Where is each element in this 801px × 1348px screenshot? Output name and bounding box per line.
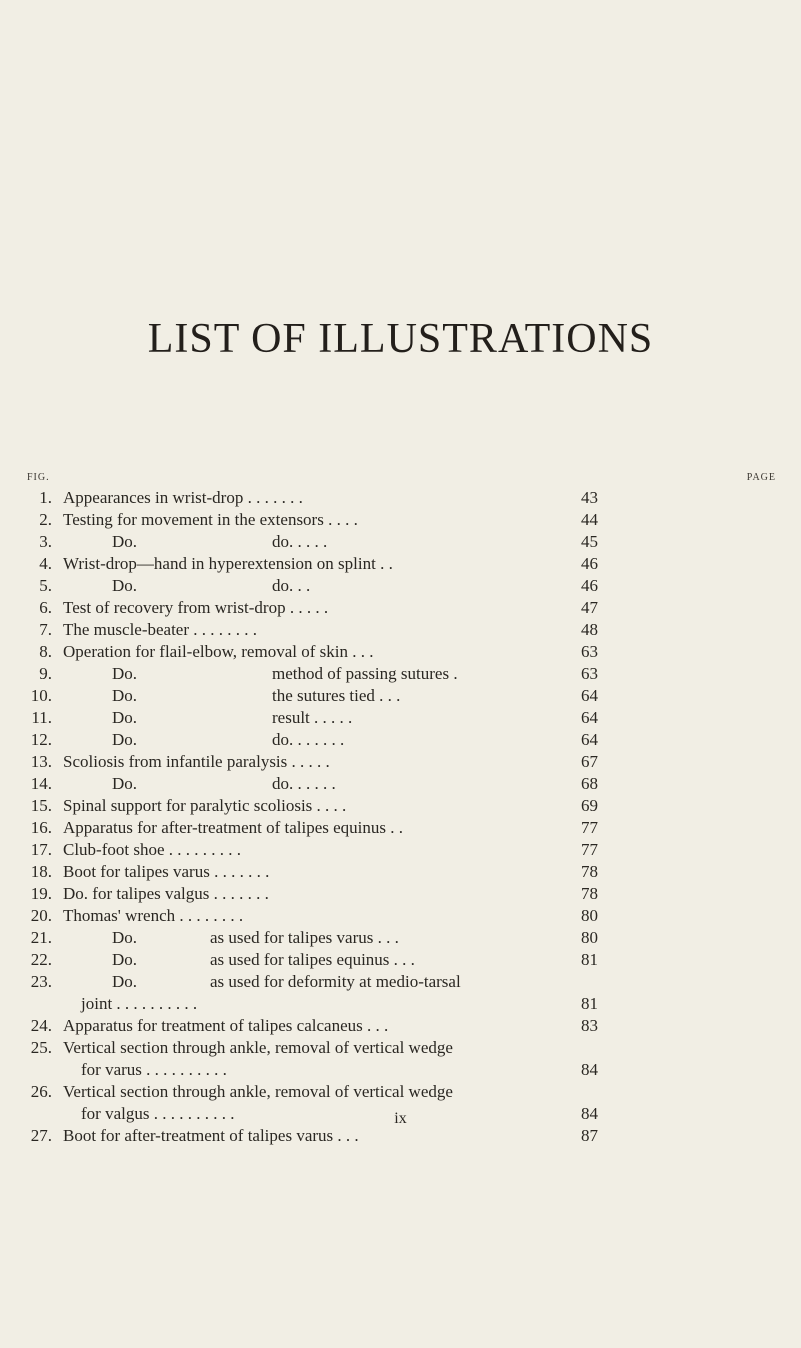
page-number: 78	[581, 862, 598, 881]
fig-number: 12.	[30, 730, 52, 749]
entry-text: Spinal support for paralytic scoliosis . . . .	[63, 796, 347, 815]
entry-text: Do.	[112, 928, 138, 947]
fig-number: 17.	[30, 840, 52, 859]
list-item	[0, 1037, 801, 1059]
fig-number: 8.	[39, 642, 52, 661]
list-item	[0, 1081, 801, 1103]
page-number: 63	[581, 664, 598, 683]
page-number: 87	[581, 1126, 598, 1145]
entry-text: Boot for talipes varus . . . . . . .	[63, 862, 270, 881]
page-number: 78	[581, 884, 598, 903]
list-item	[0, 487, 801, 509]
page-number: 77	[581, 840, 598, 859]
fig-number: 15.	[30, 796, 52, 815]
entry-text: Vertical section through ankle, removal of vertical wedge	[63, 1038, 453, 1057]
page-number: 83	[581, 1016, 598, 1035]
entry-text: Test of recovery from wrist-drop . . . . .	[63, 598, 329, 617]
entry-text: Club-foot shoe . . . . . . . . .	[63, 840, 242, 859]
page-number: 46	[581, 576, 598, 595]
entry-subtext: do. . .	[272, 576, 311, 595]
list-item	[0, 1059, 801, 1081]
page-number: 44	[581, 510, 598, 529]
entry-subtext: as used for talipes equinus . . .	[210, 950, 415, 969]
fig-number: 22.	[30, 950, 52, 969]
page-number: 84	[581, 1060, 598, 1079]
fig-number: 7.	[39, 620, 52, 639]
entry-text: Apparatus for treatment of talipes calcaneus . . .	[63, 1016, 389, 1035]
fig-number: 11.	[31, 708, 52, 727]
page-number: 67	[581, 752, 598, 771]
page-number: 77	[581, 818, 598, 837]
entry-subtext: do. . . . . . .	[272, 730, 345, 749]
list-item	[0, 795, 801, 817]
entry-text: Do.	[112, 686, 138, 705]
fig-number: 20.	[30, 906, 52, 925]
page-number: 81	[581, 994, 598, 1013]
entry-text: Wrist-drop—hand in hyperextension on splint . .	[63, 554, 393, 573]
page-folio: ix	[394, 1110, 407, 1127]
page-number: 64	[581, 730, 598, 749]
list-item	[0, 597, 801, 619]
list-item	[0, 509, 801, 531]
page-title: LIST OF ILLUSTRATIONS	[147, 316, 654, 362]
page-column-header: PAGE	[746, 472, 776, 483]
entry-text: Scoliosis from infantile paralysis . . . . .	[63, 752, 330, 771]
fig-number: 4.	[39, 554, 52, 573]
fig-number: 27.	[30, 1126, 52, 1145]
entry-text: Do.	[112, 950, 138, 969]
entry-subtext: method of passing sutures .	[272, 664, 458, 683]
list-item	[0, 641, 801, 663]
page-number: 63	[581, 642, 598, 661]
entry-subtext: do. . . . . .	[272, 774, 336, 793]
page-number: 45	[581, 532, 598, 551]
page-number: 81	[581, 950, 598, 969]
list-item	[0, 949, 801, 971]
entry-text: Vertical section through ankle, removal of vertical wedge	[63, 1082, 453, 1101]
entry-subtext: do. . . . .	[272, 532, 328, 551]
list-item	[0, 905, 801, 927]
list-item	[0, 927, 801, 949]
list-item	[0, 729, 801, 751]
list-item	[0, 993, 801, 1015]
entry-text: Do.	[112, 664, 138, 683]
fig-number: 1.	[39, 488, 52, 507]
fig-number: 3.	[39, 532, 52, 551]
page-number: 64	[581, 686, 598, 705]
fig-number: 9.	[39, 664, 52, 683]
entry-subtext: as used for talipes varus . . .	[210, 928, 399, 947]
list-item	[0, 553, 801, 575]
list-item	[0, 685, 801, 707]
fig-number: 18.	[30, 862, 52, 881]
page-number: 80	[581, 906, 598, 925]
fig-number: 5.	[39, 576, 52, 595]
entry-text: Do.	[112, 730, 138, 749]
entry-text: Do. for talipes valgus . . . . . . .	[63, 884, 269, 903]
list-item	[0, 751, 801, 773]
entry-text: Do.	[112, 576, 138, 595]
fig-number: 2.	[39, 510, 52, 529]
entry-text: Boot for after-treatment of talipes varus . . .	[63, 1126, 359, 1145]
list-item	[0, 861, 801, 883]
fig-number: 10.	[30, 686, 52, 705]
entry-text: Operation for flail-elbow, removal of skin . . .	[63, 642, 374, 661]
entry-text: The muscle-beater . . . . . . . .	[63, 620, 258, 639]
entry-text: Testing for movement in the extensors . . . .	[63, 510, 358, 529]
page-number: 69	[581, 796, 598, 815]
page-number: 64	[581, 708, 598, 727]
entry-text: for valgus . . . . . . . . . .	[81, 1104, 235, 1123]
entry-text: Do.	[112, 532, 138, 551]
fig-number: 21.	[30, 928, 52, 947]
entry-text: Do.	[112, 774, 138, 793]
list-item	[0, 619, 801, 641]
list-item	[0, 883, 801, 905]
entry-subtext: the sutures tied . . .	[272, 686, 401, 705]
list-item	[0, 971, 801, 993]
fig-number: 19.	[30, 884, 52, 903]
list-item	[0, 575, 801, 597]
fig-number: 24.	[30, 1016, 52, 1035]
list-item	[0, 531, 801, 553]
list-item	[0, 839, 801, 861]
page-number: 43	[581, 488, 598, 507]
page-number: 46	[581, 554, 598, 573]
entry-text: Do.	[112, 708, 138, 727]
fig-number: 26.	[30, 1082, 52, 1101]
list-item	[0, 817, 801, 839]
page-number: 47	[581, 598, 598, 617]
entry-text: Appearances in wrist-drop . . . . . . .	[63, 488, 303, 507]
page-number: 68	[581, 774, 598, 793]
entry-text: joint . . . . . . . . . .	[81, 994, 198, 1013]
page-number: 84	[581, 1104, 598, 1123]
page-number: 48	[581, 620, 598, 639]
fig-number: 23.	[30, 972, 52, 991]
entry-text: Do.	[112, 972, 138, 991]
list-item	[0, 773, 801, 795]
list-item	[0, 663, 801, 685]
entry-text: for varus . . . . . . . . . .	[81, 1060, 227, 1079]
fig-number: 13.	[30, 752, 52, 771]
entry-subtext: result . . . . .	[272, 708, 353, 727]
list-item	[0, 707, 801, 729]
fig-number: 25.	[30, 1038, 52, 1057]
fig-number: 6.	[39, 598, 52, 617]
illustrations-list	[0, 487, 801, 1147]
list-item	[0, 1015, 801, 1037]
entry-text: Thomas' wrench . . . . . . . .	[63, 906, 244, 925]
list-item	[0, 1125, 801, 1147]
fig-column-header: FIG.	[27, 472, 50, 483]
entry-text: Apparatus for after-treatment of talipes equinus . .	[63, 818, 404, 837]
entry-subtext: as used for deformity at medio-tarsal	[210, 972, 461, 991]
page-number: 80	[581, 928, 598, 947]
fig-number: 14.	[30, 774, 52, 793]
fig-number: 16.	[30, 818, 52, 837]
